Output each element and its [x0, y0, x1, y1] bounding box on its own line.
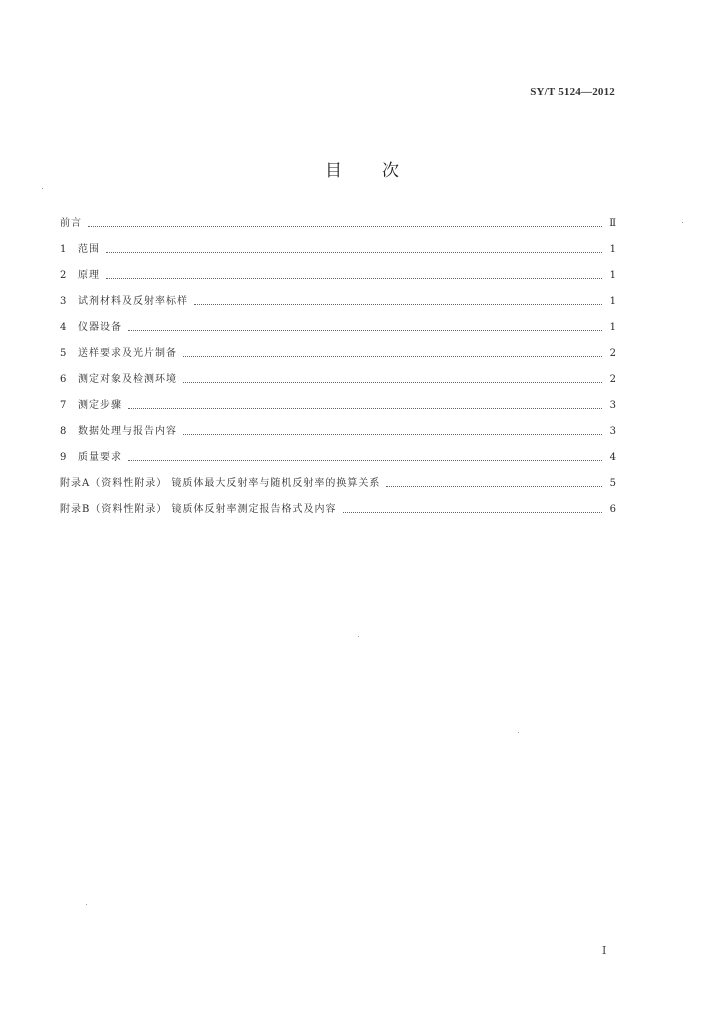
toc-leader-dots: [128, 329, 602, 331]
toc-entry-appendix-a[interactable]: [60, 476, 616, 492]
toc-entry-page: 3: [609, 400, 616, 411]
toc-leader-dots: [194, 303, 602, 305]
toc-entry-label: 数据处理与报告内容: [78, 426, 177, 437]
toc-leader-dots: [106, 277, 602, 279]
toc-entry-label: 质量要求: [78, 452, 122, 463]
toc-leader-dots: [343, 511, 602, 513]
toc-entry-number: 9: [60, 452, 67, 463]
toc-entry-label: 原理: [78, 270, 100, 281]
toc-entry-page: 2: [609, 348, 616, 359]
scan-speck: [358, 636, 359, 637]
toc-leader-dots: [183, 381, 602, 383]
toc-entry-number: 4: [60, 322, 67, 333]
toc-entry-3[interactable]: [60, 294, 616, 310]
toc-leader-dots: [128, 407, 602, 409]
toc-entry-number: 7: [60, 400, 67, 411]
toc-entry-label: 附录A（资料性附录） 镜质体最大反射率与随机反射率的换算关系: [60, 478, 381, 489]
toc-entry-label: 测定步骤: [78, 400, 122, 411]
toc-entry-page: 3: [609, 426, 616, 437]
toc-entry-9[interactable]: [60, 450, 616, 466]
toc-entry-label: 测定对象及检测环境: [78, 374, 177, 385]
scan-speck: [42, 188, 43, 189]
page-title: [0, 156, 724, 181]
toc-entry-page: 5: [609, 478, 616, 489]
toc-entry-label: 送样要求及光片制备: [78, 348, 177, 359]
toc-entry-label: 附录B（资料性附录） 镜质体反射率测定报告格式及内容: [60, 504, 337, 515]
toc-leader-dots: [183, 433, 602, 435]
toc-leader-dots: [88, 225, 602, 227]
toc-entry-number: 1: [60, 244, 67, 255]
toc-entry-page: 1: [609, 296, 616, 307]
toc-entry-4[interactable]: [60, 320, 616, 336]
toc-entry-label: 试剂材料及反射率标样: [78, 296, 188, 307]
toc-leader-dots: [106, 251, 602, 253]
toc-entry-number: 5: [60, 348, 67, 359]
toc-entry-7[interactable]: [60, 398, 616, 414]
toc-entry-label: 范围: [78, 244, 100, 255]
toc-entry-6[interactable]: [60, 372, 616, 388]
page-number: Ⅰ: [602, 944, 607, 957]
standard-code: SY/T 5124—2012: [530, 86, 615, 98]
toc-entry-page: 2: [609, 374, 616, 385]
toc-entry-label: 仪器设备: [78, 322, 122, 333]
title-part-2: 次: [382, 161, 399, 181]
toc-entry-page: 1: [609, 322, 616, 333]
toc-entry-page: 4: [609, 452, 616, 463]
toc-entry-number: 2: [60, 270, 67, 281]
toc-entry-page: 1: [609, 244, 616, 255]
toc-entry-number: 8: [60, 426, 67, 437]
toc-entry-page: Ⅱ: [609, 218, 616, 229]
scan-speck: [682, 222, 683, 223]
toc-entry-page: 1: [609, 270, 616, 281]
toc-entry-number: 3: [60, 296, 67, 307]
toc-entry-8[interactable]: [60, 424, 616, 440]
toc-entry-foreword[interactable]: [60, 216, 616, 232]
toc-leader-dots: [183, 355, 602, 357]
toc-entry-appendix-b[interactable]: [60, 502, 616, 518]
toc-entry-label: 前言: [60, 218, 82, 229]
toc-leader-dots: [386, 485, 602, 487]
toc-entry-2[interactable]: [60, 268, 616, 284]
toc-entry-1[interactable]: [60, 242, 616, 258]
scan-speck: [518, 732, 519, 733]
toc-entry-page: 6: [609, 504, 616, 515]
title-part-1: 目: [325, 161, 342, 181]
scan-speck: [86, 904, 87, 905]
toc-leader-dots: [128, 459, 602, 461]
toc-entry-5[interactable]: [60, 346, 616, 362]
toc-entry-number: 6: [60, 374, 67, 385]
